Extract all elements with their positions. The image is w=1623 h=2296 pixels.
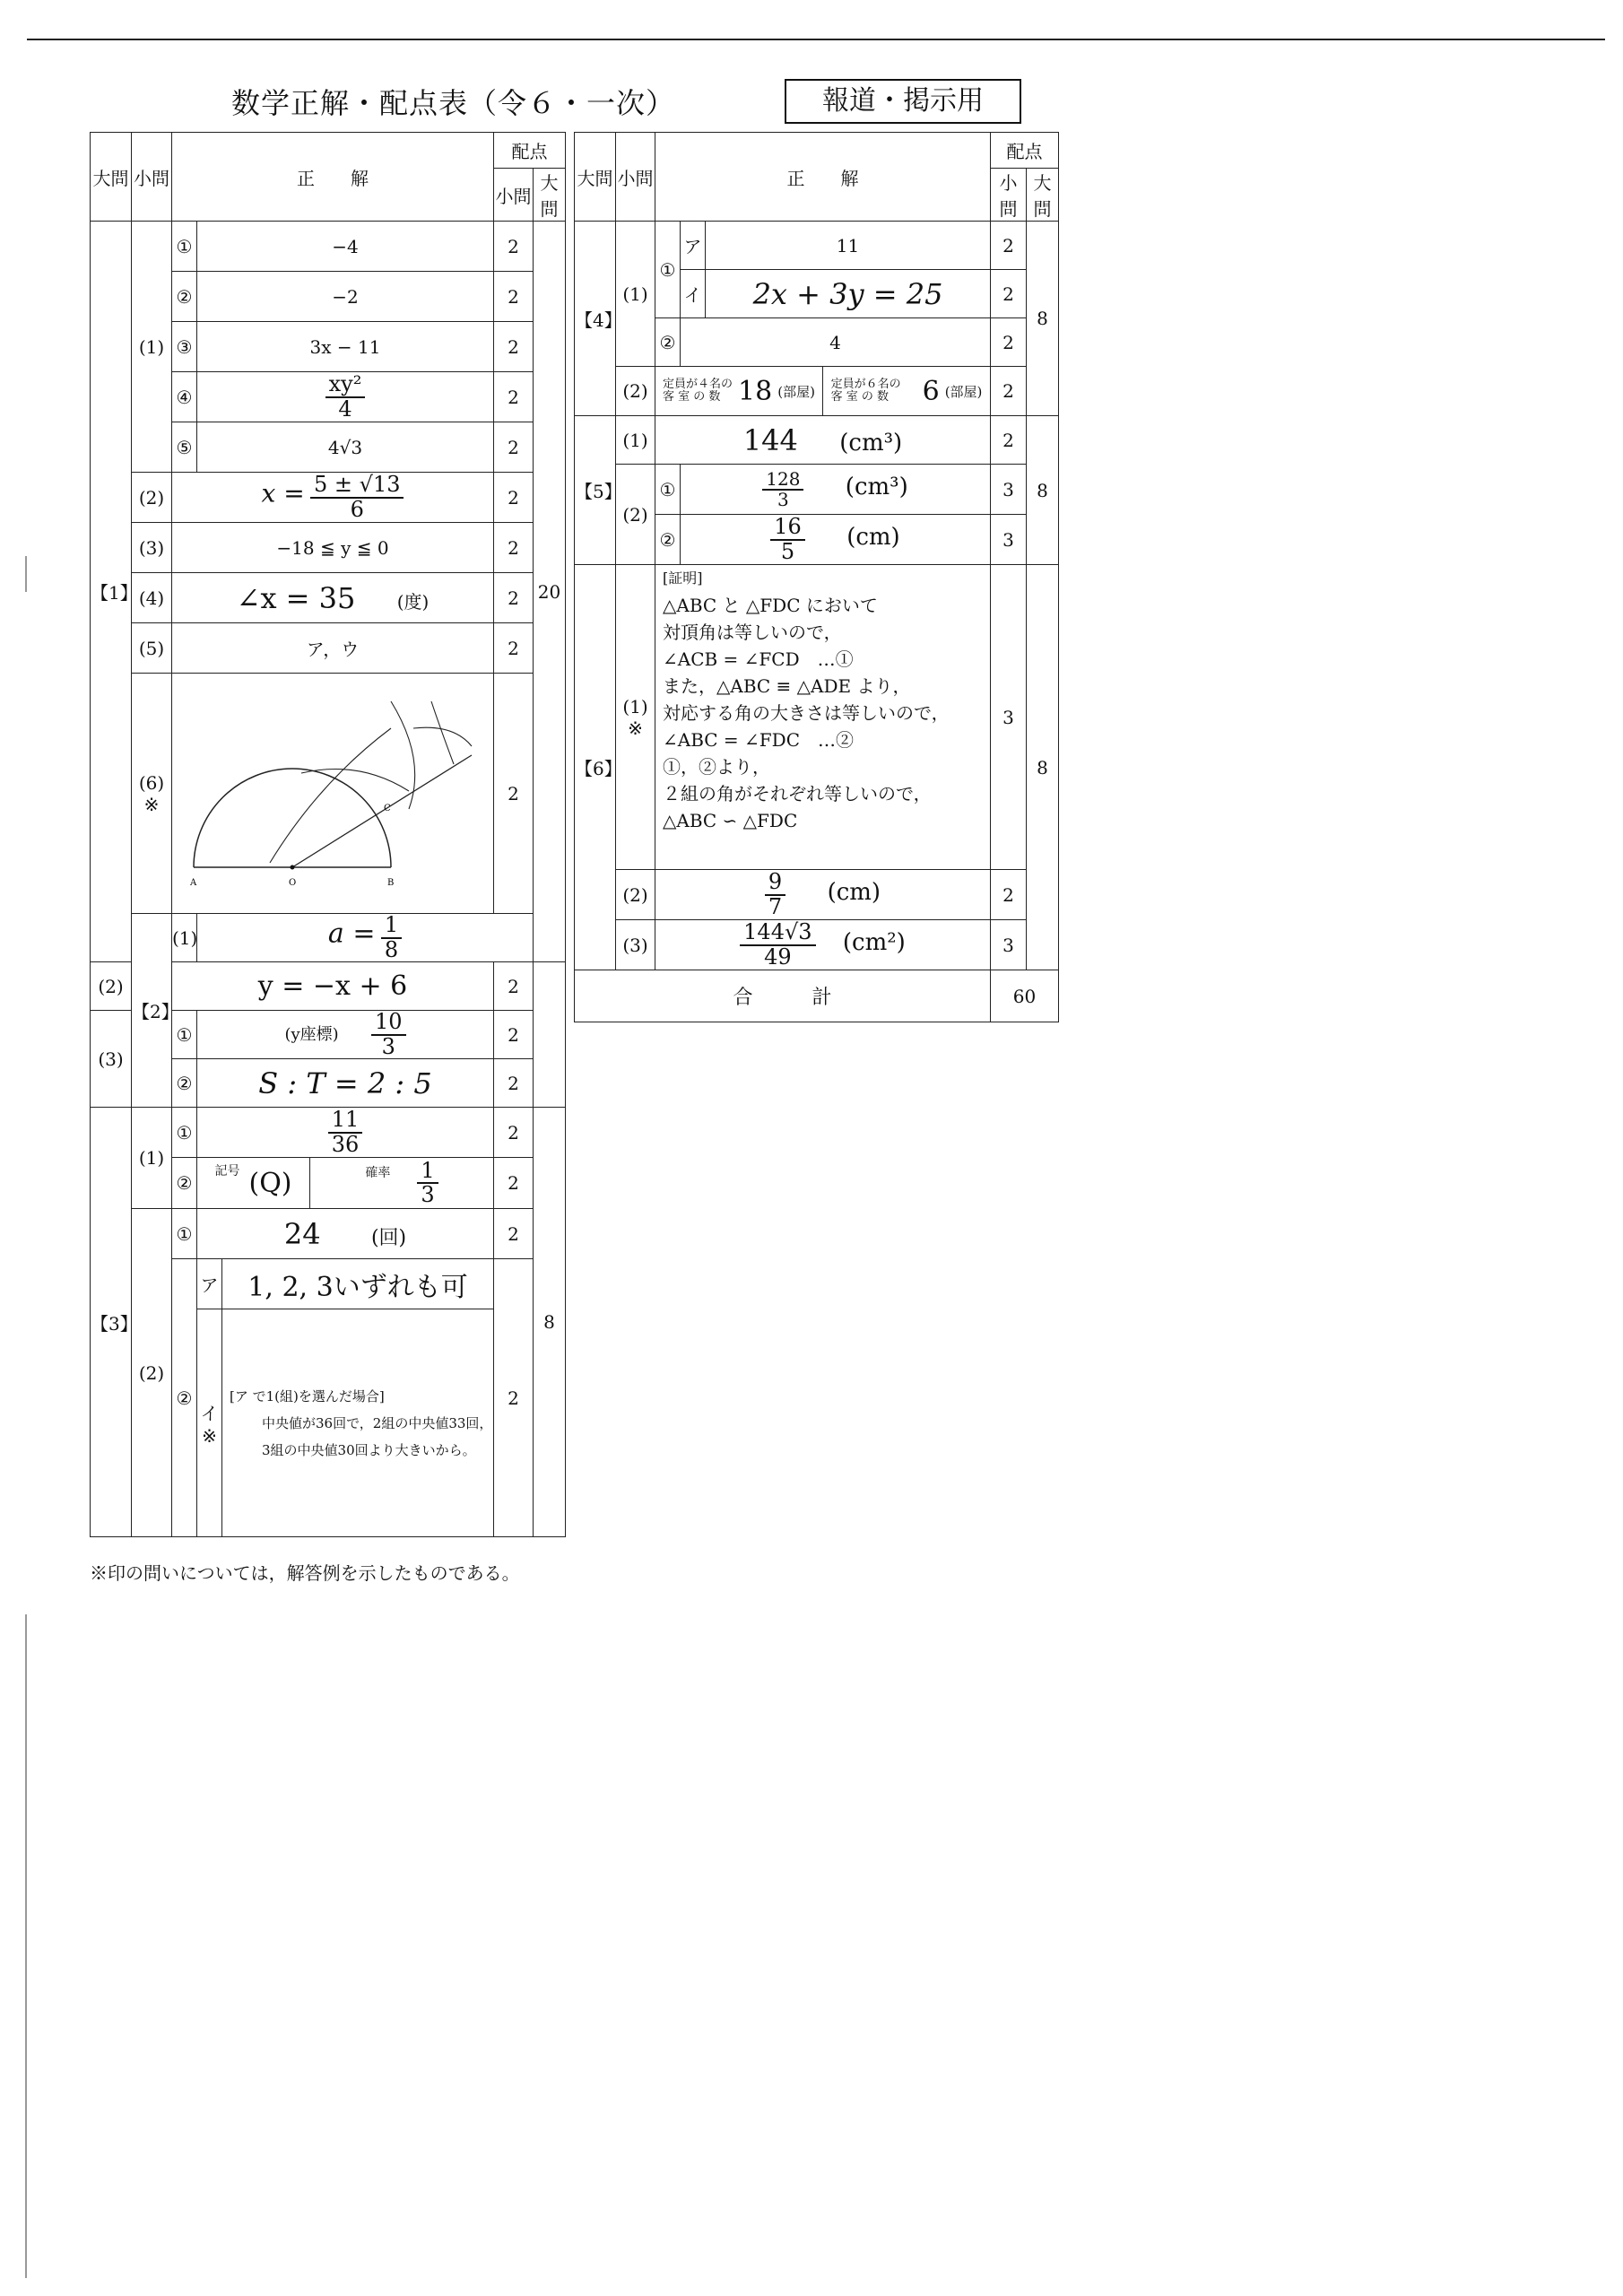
label-line: 定員が４名の xyxy=(663,378,733,391)
header-shomon: 小問 xyxy=(132,133,172,222)
q6-total: 8 xyxy=(1027,565,1059,970)
q3-s2r2-pt: 2 xyxy=(494,1259,534,1537)
q4-r1a-answer: 11 xyxy=(706,222,991,270)
q1-r4-mark: ④ xyxy=(172,372,197,422)
fraction xyxy=(325,373,366,420)
page-title: 数学正解・配点表（令６・一次） xyxy=(231,86,676,120)
q3-s2r2-mark: ② xyxy=(172,1259,197,1537)
q4-s2-answer xyxy=(655,367,991,416)
q4-r1a-pt: 2 xyxy=(991,222,1027,270)
q1-r5-answer: 4√3 xyxy=(197,422,494,473)
q5-s2r2-mark: ② xyxy=(655,515,681,565)
note-mark: ※ xyxy=(628,717,643,739)
construction-figure xyxy=(185,674,481,908)
q3-s2r1-answer xyxy=(197,1209,494,1259)
q1-s2-answer xyxy=(172,473,494,523)
q4-total: 8 xyxy=(1027,222,1059,416)
answer-unit: (cm²) xyxy=(842,929,906,956)
q1-s5-label: (5) xyxy=(132,623,172,674)
answer-unit: (回) xyxy=(370,1226,407,1249)
q2-s2-label: (2) xyxy=(91,962,132,1011)
q1-r1-pt: 2 xyxy=(494,222,534,272)
sub-mark: イ xyxy=(200,1403,219,1424)
q2-label: 【2】 xyxy=(132,914,172,1108)
semicircle-arc xyxy=(194,769,391,867)
note-mark: ※ xyxy=(143,793,160,815)
header-seikai: 正 解 xyxy=(172,133,494,222)
label-c: C xyxy=(384,804,391,813)
reason-line: 中央値が36回で，2組の中央値33回， xyxy=(262,1414,493,1431)
q1-total: 20 xyxy=(534,222,566,962)
q1-s4-pt: 2 xyxy=(494,573,534,623)
denominator: 7 xyxy=(768,893,783,919)
q5-label: 【5】 xyxy=(575,416,616,565)
proof-line: また，△ABC ≡ △ADE より， xyxy=(663,675,911,697)
q3-s2r1-pt: 2 xyxy=(494,1209,534,1259)
denominator: 3 xyxy=(381,1033,395,1059)
q1-s3-label: (3) xyxy=(132,523,172,573)
q4-r1a-mark: ア xyxy=(681,222,706,270)
four-person-value: 18 xyxy=(738,375,773,407)
answer-unit: (cm³) xyxy=(845,474,908,500)
fraction xyxy=(740,921,815,968)
sub-label: (1) xyxy=(622,695,648,718)
q1-r3-mark: ③ xyxy=(172,322,197,372)
q2-s3r1-answer xyxy=(197,1011,494,1059)
q1-r5-mark: ⑤ xyxy=(172,422,197,473)
q2-s3r2-answer: S : T = 2 : 5 xyxy=(197,1059,494,1108)
q4-r2-pt: 2 xyxy=(991,318,1027,367)
proof-line: ∠ACB = ∠FCD …① xyxy=(663,648,854,670)
q1-r5-pt: 2 xyxy=(494,422,534,473)
proof-line: [証明] xyxy=(663,570,703,587)
press-badge: 報道・掲示用 xyxy=(785,79,1021,124)
denominator: 8 xyxy=(384,936,399,962)
fraction xyxy=(310,474,404,520)
q1-r3-pt: 2 xyxy=(494,322,534,372)
proof-line: △ABC と △FDC において xyxy=(663,595,878,616)
q1-r1-mark: ① xyxy=(172,222,197,272)
header-shomon-pt: 小問 xyxy=(494,169,534,222)
q5-s2-label: (2) xyxy=(616,465,655,565)
q1-s4-label: (4) xyxy=(132,573,172,623)
q3-s1r1-pt: 2 xyxy=(494,1108,534,1158)
kigo-cell xyxy=(197,1158,310,1208)
q6-s2-label: (2) xyxy=(616,870,655,920)
fraction xyxy=(328,1109,363,1155)
q3-s1-label: (1) xyxy=(132,1108,172,1209)
q4-s2-pt: 2 xyxy=(991,367,1027,416)
header-shomon-pt: 小問 xyxy=(991,169,1027,222)
numerator: 16 xyxy=(770,516,805,540)
numerator: xy² xyxy=(325,373,366,397)
q2-s3r1-pt: 2 xyxy=(494,1011,534,1059)
q3-s2r2-i-mark xyxy=(197,1309,222,1537)
total-value: 60 xyxy=(991,970,1059,1022)
footnote: ※印の問いについては，解答例を示したものである。 xyxy=(90,1562,520,1584)
denominator: 3 xyxy=(777,488,789,510)
kigo-value: (Q) xyxy=(248,1167,292,1199)
denominator: 49 xyxy=(764,944,792,970)
numerator: 1 xyxy=(381,914,402,938)
q4-r2-answer: 4 xyxy=(681,318,991,367)
q5-s2r2-answer xyxy=(681,515,991,565)
answer-unit: (度) xyxy=(396,590,430,613)
q1-r2-answer: −2 xyxy=(197,272,494,322)
q4-r2-mark: ② xyxy=(655,318,681,367)
q2-s2-answer: y = −x + 6 xyxy=(172,962,494,1011)
q6-label: 【6】 xyxy=(575,565,616,970)
label-b: B xyxy=(387,878,395,888)
numerator: 5 ± √13 xyxy=(310,474,404,498)
kakuritsu-cell xyxy=(310,1157,493,1207)
label-line: 客 室 の 数 xyxy=(830,390,889,404)
fraction xyxy=(762,467,803,510)
fraction xyxy=(770,516,805,562)
q4-s1-label: (1) xyxy=(616,222,655,367)
q1-s1-label: (1) xyxy=(132,222,172,473)
q1-s4-answer xyxy=(172,573,494,623)
right-answer-table xyxy=(574,132,1059,1022)
label-line: 定員が６名の xyxy=(830,378,901,391)
q4-s2-label: (2) xyxy=(616,367,655,416)
construction-arc xyxy=(270,728,391,863)
q5-s2r1-pt: 3 xyxy=(991,465,1027,515)
q3-s1r2-pt: 2 xyxy=(494,1158,534,1209)
answer-prefix: a = xyxy=(327,918,376,950)
header-daimon: 大問 xyxy=(91,133,132,222)
answer-unit: (cm) xyxy=(827,879,881,906)
center-point xyxy=(291,865,295,870)
q1-s6-figure xyxy=(172,674,494,914)
q3-s2r1-mark: ① xyxy=(172,1209,197,1259)
sub-label: (6) xyxy=(138,771,165,794)
header-haiten: 配点 xyxy=(991,133,1059,169)
kakuritsu-label: 確率 xyxy=(365,1165,391,1180)
numerator: 128 xyxy=(762,470,803,491)
q3-s1r1-mark: ① xyxy=(172,1108,197,1158)
answer-unit: (cm) xyxy=(846,524,900,551)
numerator: 144√3 xyxy=(740,921,815,945)
q2-s3r2-mark: ② xyxy=(172,1059,197,1108)
proof-line: △ABC ∽ △FDC xyxy=(663,810,798,831)
denominator: 36 xyxy=(331,1131,360,1157)
q2-s3r2-pt: 2 xyxy=(494,1059,534,1108)
four-person-label xyxy=(663,378,733,404)
q1-r2-mark: ② xyxy=(172,272,197,322)
header-daimon-pt: 大問 xyxy=(534,169,566,222)
q3-s2r2-a-answer: 1, 2, 3いずれも可 xyxy=(222,1259,494,1309)
q4-r1b-pt: 2 xyxy=(991,270,1027,318)
numerator: 11 xyxy=(328,1109,363,1133)
proof-line: ２組の角がそれぞれ等しいので， xyxy=(663,783,932,804)
fraction xyxy=(417,1157,438,1207)
q2-s3r1-mark: ① xyxy=(172,1011,197,1059)
kigo-label: 記号 xyxy=(214,1164,240,1178)
fraction xyxy=(381,914,402,961)
six-person-unit: (部屋) xyxy=(944,383,983,400)
q6-s1-pt: 3 xyxy=(991,565,1027,870)
q3-total: 8 xyxy=(534,1108,566,1537)
q1-s5-pt: 2 xyxy=(494,623,534,674)
header-shomon: 小問 xyxy=(616,133,655,222)
q6-s3-label: (3) xyxy=(616,920,655,970)
q5-s2r1-answer xyxy=(681,465,991,515)
answer-text: ∠x = 35 xyxy=(236,580,356,615)
q3-s1r2-mark: ② xyxy=(172,1158,197,1209)
denominator: 4 xyxy=(338,396,352,422)
q1-r4-answer xyxy=(197,372,494,422)
q6-s3-answer xyxy=(655,920,991,970)
fraction xyxy=(371,1011,406,1057)
q3-s2-label: (2) xyxy=(132,1209,172,1537)
q5-s2r1-mark: ① xyxy=(655,465,681,515)
q2-s3-label: (3) xyxy=(91,1011,132,1108)
q5-s1-label: (1) xyxy=(616,416,655,465)
q1-label: 【1】 xyxy=(91,222,132,962)
answer-prefix: x = xyxy=(261,479,305,509)
q2-s2-pt: 2 xyxy=(494,962,534,1011)
q3-label: 【3】 xyxy=(91,1108,132,1537)
q3-s2r2-a-mark: ア xyxy=(197,1259,222,1309)
q4-label: 【4】 xyxy=(575,222,616,416)
six-person-value: 6 xyxy=(922,375,940,407)
reason-line: [ア で1(組)を選んだ場合] xyxy=(230,1387,385,1405)
q6-s1-label xyxy=(616,565,655,870)
q2-s1-answer xyxy=(197,914,534,962)
q1-s6-label xyxy=(132,674,172,914)
q4-r1-mark: ① xyxy=(655,222,681,318)
q1-s2-pt: 2 xyxy=(494,473,534,523)
q3-s2r2-i-answer xyxy=(222,1309,494,1537)
q1-s6-pt: 2 xyxy=(494,674,534,914)
construction-arc xyxy=(431,701,454,764)
q1-s3-pt: 2 xyxy=(494,523,534,573)
four-person-rooms xyxy=(655,367,823,415)
q1-r3-answer: 3x − 11 xyxy=(197,322,494,372)
answer-text: 24 xyxy=(283,1216,321,1251)
q6-proof xyxy=(655,565,991,870)
six-person-label xyxy=(831,378,901,404)
four-person-unit: (部屋) xyxy=(777,383,815,400)
denominator: 6 xyxy=(350,496,364,522)
numerator: 1 xyxy=(417,1160,438,1184)
q5-total: 8 xyxy=(1027,416,1059,565)
label-line: 客 室 の 数 xyxy=(663,390,721,404)
q4-r1b-mark: イ xyxy=(681,270,706,318)
note-mark: ※ xyxy=(202,1425,217,1447)
q5-s1-pt: 2 xyxy=(991,416,1027,465)
numerator: 9 xyxy=(765,871,785,895)
q3-s1r1-answer xyxy=(197,1108,494,1158)
left-answer-table xyxy=(90,132,566,1537)
q6-s3-pt: 3 xyxy=(991,920,1027,970)
q1-r1-answer: −4 xyxy=(197,222,494,272)
denominator: 3 xyxy=(421,1182,435,1207)
answer-note: (y座標) xyxy=(284,1025,339,1044)
proof-line: ∠ABC = ∠FDC …② xyxy=(663,729,855,751)
construction-arc xyxy=(413,727,472,746)
denominator: 5 xyxy=(780,538,795,564)
total-label: 合 計 xyxy=(575,970,991,1022)
q2-s1-label: (1) xyxy=(172,914,197,962)
header-daimon: 大問 xyxy=(575,133,616,222)
header-daimon-pt: 大問 xyxy=(1027,169,1059,222)
margin-mark xyxy=(25,556,27,592)
proof-line: ①，②より， xyxy=(663,756,770,778)
q6-s2-answer xyxy=(655,870,991,920)
header-haiten: 配点 xyxy=(494,133,566,169)
q4-r1b-answer: 2x + 3y = 25 xyxy=(706,270,991,318)
q3-s1r2-answer xyxy=(197,1158,494,1209)
q1-r4-pt: 2 xyxy=(494,372,534,422)
numerator: 10 xyxy=(371,1011,406,1035)
header-seikai: 正 解 xyxy=(655,133,991,222)
fraction xyxy=(765,871,785,918)
q1-s3-answer: −18 ≦ y ≦ 0 xyxy=(172,523,494,573)
label-o: O xyxy=(289,878,297,888)
answer-text: 144 xyxy=(742,422,798,457)
margin-mark xyxy=(25,1614,27,2278)
proof-line: 対頂角は等しいので， xyxy=(663,622,842,643)
q6-s2-pt: 2 xyxy=(991,870,1027,920)
q5-s2r2-pt: 3 xyxy=(991,515,1027,565)
q5-s1-answer xyxy=(655,416,991,465)
q1-s5-answer: ア，ウ xyxy=(172,623,494,674)
top-rule xyxy=(27,39,1605,40)
proof-line: 対応する角の大きさは等しいので， xyxy=(663,702,950,724)
q1-s2-label: (2) xyxy=(132,473,172,523)
label-a: A xyxy=(190,878,197,888)
q1-r2-pt: 2 xyxy=(494,272,534,322)
six-person-rooms xyxy=(823,376,990,407)
answer-unit: (cm³) xyxy=(839,429,903,457)
reason-line: 3組の中央値30回より大きいから。 xyxy=(262,1441,476,1458)
